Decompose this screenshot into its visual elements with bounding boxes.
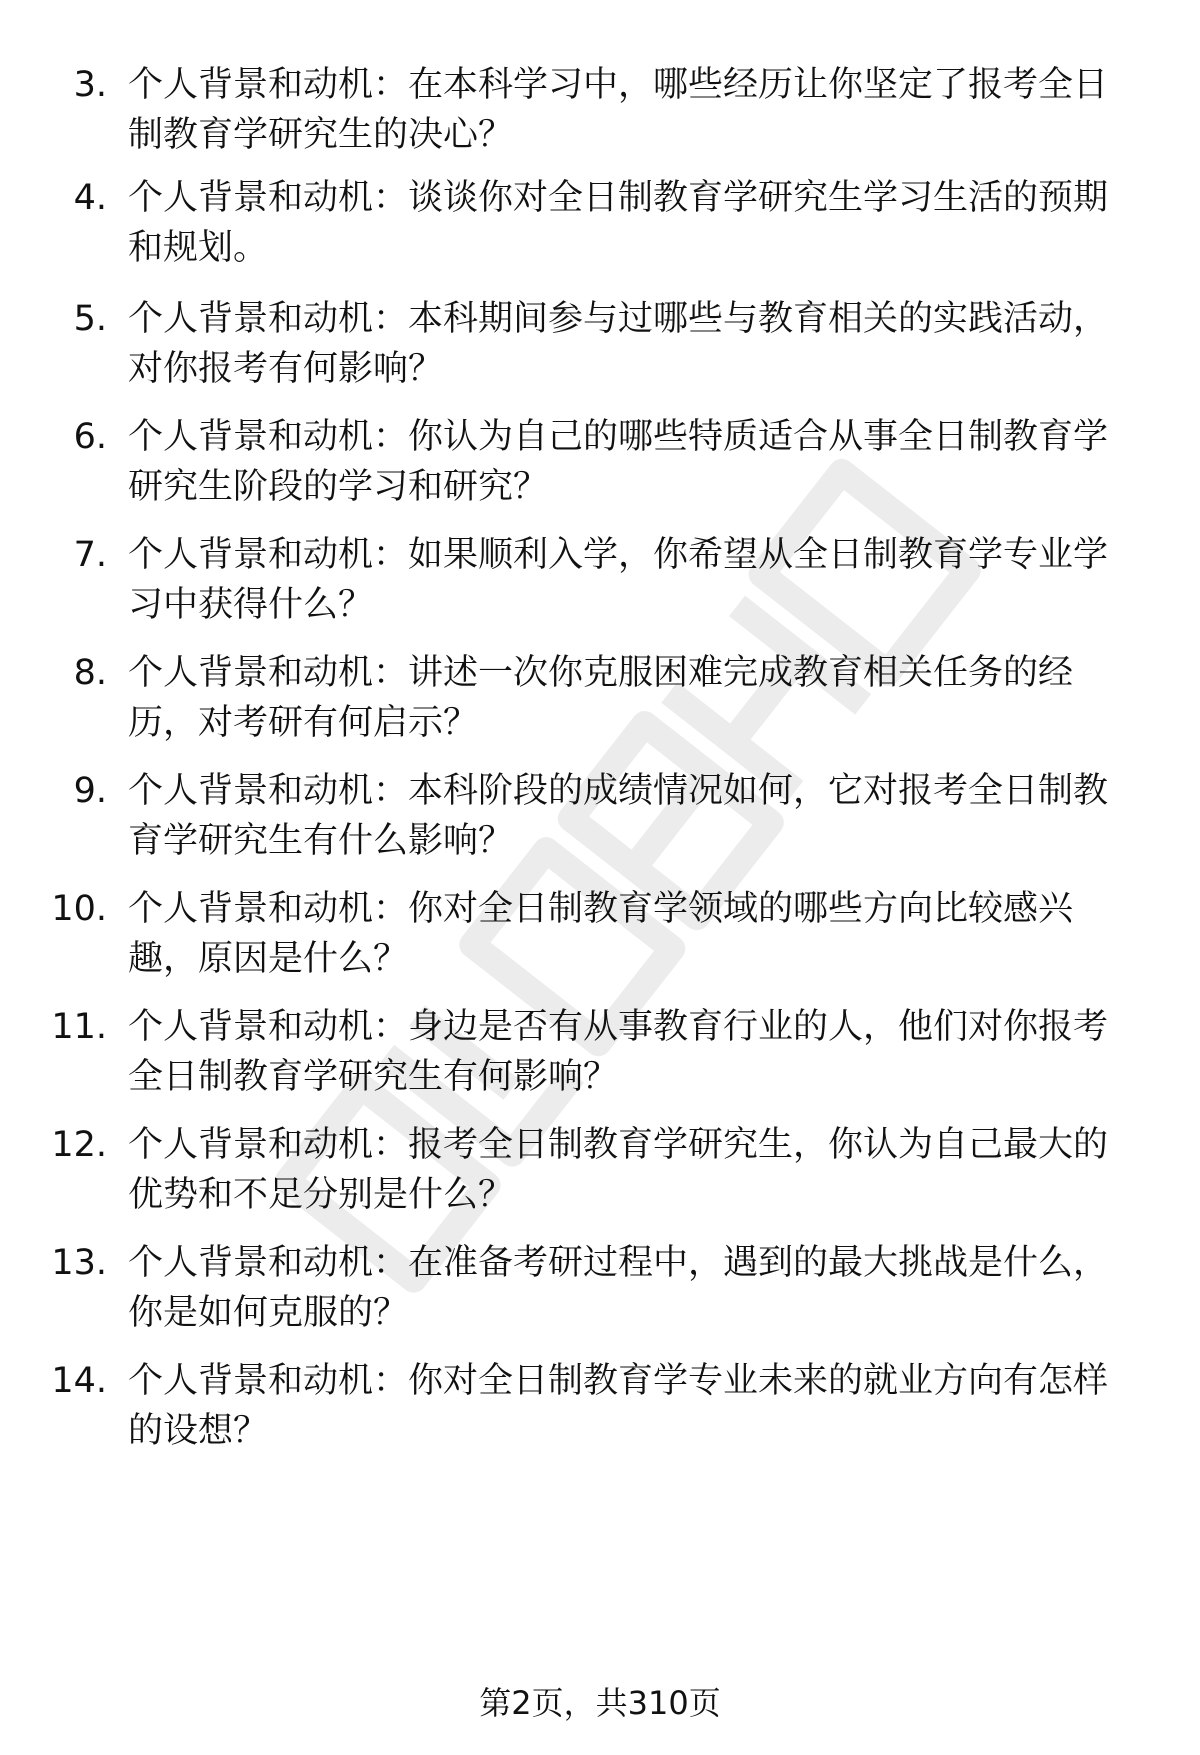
- question-text: 个人背景和动机：你对全日制教育学专业未来的就业方向有怎样的设想？: [128, 1361, 1109, 1451]
- question-text: 个人背景和动机：在准备考研过程中，遇到的最大挑战是什么，你是如何克服的？: [128, 1243, 1109, 1333]
- question-item: [50, 294, 1140, 394]
- question-number: 13.: [51, 1243, 107, 1283]
- question-text: 个人背景和动机：报考全日制教育学研究生，你认为自己最大的优势和不足分别是什么？: [128, 1125, 1109, 1215]
- question-item: [50, 412, 1140, 512]
- question-text: 个人背景和动机：身边是否有从事教育行业的人，他们对你报考全日制教育学研究生有何影响？: [128, 1007, 1109, 1097]
- question-text: 个人背景和动机：如果顺利入学，你希望从全日制教育学专业学习中获得什么？: [128, 535, 1109, 625]
- page-number-footer: 第2页，共310页: [479, 1684, 721, 1722]
- question-text: 个人背景和动机：讲述一次你克服困难完成教育相关任务的经历，对考研有何启示？: [128, 653, 1074, 743]
- question-text: 个人背景和动机：你认为自己的哪些特质适合从事全日制教育学研究生阶段的学习和研究？: [128, 417, 1109, 507]
- question-number: 10.: [51, 889, 107, 929]
- question-text: 个人背景和动机：本科阶段的成绩情况如何，它对报考全日制教育学研究生有什么影响？: [128, 771, 1109, 861]
- question-item: [50, 1120, 1140, 1220]
- question-text: 个人背景和动机：你对全日制教育学领域的哪些方向比较感兴趣，原因是什么？: [128, 889, 1074, 979]
- question-text: 个人背景和动机：本科期间参与过哪些与教育相关的实践活动，对你报考有何影响？: [128, 299, 1109, 389]
- question-number: 11.: [51, 1007, 107, 1047]
- question-item: [50, 1002, 1140, 1102]
- question-text: 个人背景和动机：在本科学习中，哪些经历让你坚定了报考全日制教育学研究生的决心？: [128, 65, 1109, 155]
- question-number: 5.: [73, 299, 107, 339]
- question-item: [50, 530, 1140, 630]
- question-text: 个人背景和动机：谈谈你对全日制教育学研究生学习生活的预期和规划。: [128, 178, 1109, 268]
- question-number: 7.: [73, 535, 107, 575]
- question-item: [50, 766, 1140, 866]
- question-number: 4.: [73, 178, 107, 218]
- question-number: 8.: [73, 653, 107, 693]
- question-item: [50, 1238, 1140, 1338]
- question-item: [50, 173, 1140, 273]
- question-number: 12.: [51, 1125, 107, 1165]
- question-number: 3.: [73, 65, 107, 105]
- question-number: 14.: [51, 1361, 107, 1401]
- question-item: [50, 884, 1140, 984]
- question-item: [50, 60, 1140, 160]
- question-item: [50, 1356, 1140, 1456]
- question-item: [50, 648, 1140, 748]
- question-number: 9.: [73, 771, 107, 811]
- question-number: 6.: [73, 417, 107, 457]
